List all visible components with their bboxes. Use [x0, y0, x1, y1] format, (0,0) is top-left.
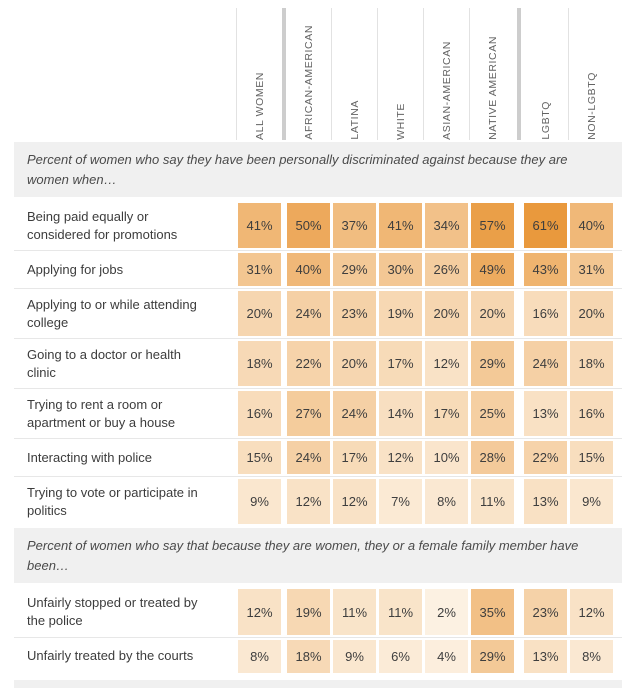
section-header-bar: Percent of women who say they have been personally discriminated against because they are women when…: [14, 142, 622, 197]
heat-cell: 17%: [333, 441, 376, 474]
section-header-bar-partial: [14, 680, 622, 688]
heat-cell: 24%: [287, 291, 330, 336]
column-header-row: [14, 0, 622, 140]
table-row: [14, 438, 622, 476]
heat-cell: 15%: [570, 441, 613, 474]
column-header: [333, 0, 376, 140]
column-header: [524, 0, 567, 140]
heat-cell: 18%: [570, 341, 613, 386]
heat-cell: 9%: [570, 479, 613, 524]
heat-cell: 20%: [570, 291, 613, 336]
column-header-label: AFRICAN-AMERICAN: [302, 25, 315, 140]
heat-cell: 20%: [471, 291, 514, 336]
heat-cell: 37%: [333, 203, 376, 248]
heat-cell: 57%: [471, 203, 514, 248]
heat-cell: 20%: [333, 341, 376, 386]
heat-cell: 34%: [425, 203, 468, 248]
section-header-bar: Percent of women who say that because they are women, they or a female family member have been…: [14, 528, 622, 583]
heat-cell: 24%: [333, 391, 376, 436]
heat-cell: 12%: [379, 441, 422, 474]
heat-cell: 11%: [333, 589, 376, 634]
heat-cell: 29%: [333, 253, 376, 286]
heat-cell: 41%: [238, 203, 281, 248]
table-row: [14, 201, 622, 250]
table-row: [14, 587, 622, 636]
heat-cell: 20%: [238, 291, 281, 336]
column-header: [570, 0, 613, 140]
heat-cell: 9%: [333, 640, 376, 673]
heat-cell: 16%: [524, 291, 567, 336]
row-label: Unfairly stopped or treated by the police: [27, 595, 198, 629]
heat-cell: 29%: [471, 640, 514, 673]
heat-cell: 18%: [287, 640, 330, 673]
heat-cell: 16%: [570, 391, 613, 436]
heat-cell: 23%: [524, 589, 567, 634]
heat-cell: 28%: [471, 441, 514, 474]
header-label-spacer: [14, 0, 235, 140]
heat-cell: 18%: [238, 341, 281, 386]
heat-cell: 22%: [287, 341, 330, 386]
heat-cell: 31%: [238, 253, 281, 286]
heat-cell: 15%: [238, 441, 281, 474]
column-header: [425, 0, 468, 140]
heat-cell: 61%: [524, 203, 567, 248]
row-label: Going to a doctor or health clinic: [27, 347, 181, 380]
column-header-label: NATIVE AMERICAN: [486, 36, 499, 140]
heat-cell: 30%: [379, 253, 422, 286]
heat-cell: 14%: [379, 391, 422, 436]
heat-cell: 35%: [471, 589, 514, 634]
table-row: [14, 388, 622, 438]
heat-cell: 29%: [471, 341, 514, 386]
heat-cell: 2%: [425, 589, 468, 634]
heat-cell: 24%: [287, 441, 330, 474]
heat-cell: 10%: [425, 441, 468, 474]
column-header-label: LGBTQ: [539, 101, 552, 140]
heat-cell: 17%: [425, 391, 468, 436]
heat-cell: 23%: [333, 291, 376, 336]
heat-cell: 9%: [238, 479, 281, 524]
table-row: [14, 476, 622, 526]
heat-cell: 20%: [425, 291, 468, 336]
table-row: [14, 338, 622, 388]
heat-cell: 12%: [238, 589, 281, 634]
row-label: Applying for jobs: [27, 261, 124, 277]
heat-cell: 11%: [471, 479, 514, 524]
heat-cell: 8%: [425, 479, 468, 524]
heat-cell: 12%: [287, 479, 330, 524]
heat-cell: 22%: [524, 441, 567, 474]
heat-cell: 13%: [524, 479, 567, 524]
row-label: Unfairly treated by the courts: [27, 648, 194, 664]
table-row: [14, 288, 622, 338]
heat-cell: 17%: [379, 341, 422, 386]
column-header-label: ALL WOMEN: [253, 71, 266, 140]
heat-cell: 4%: [425, 640, 468, 673]
row-label: Being paid equally or considered for promotions: [27, 209, 178, 242]
heat-cell: 50%: [287, 203, 330, 248]
heat-cell: 26%: [425, 253, 468, 286]
heat-table: [14, 0, 622, 688]
column-header-label: WHITE: [394, 103, 407, 140]
heat-cell: 43%: [524, 253, 567, 286]
row-label: Applying to or while attending college: [27, 297, 197, 330]
heat-cell: 27%: [287, 391, 330, 436]
column-header: [238, 0, 281, 140]
heat-cell: 13%: [524, 640, 567, 673]
heat-cell: 16%: [238, 391, 281, 436]
heat-cell: 11%: [379, 589, 422, 634]
heat-cell: 31%: [570, 253, 613, 286]
heat-cell: 19%: [379, 291, 422, 336]
column-header-label: ASIAN-AMERICAN: [440, 41, 453, 140]
heat-cell: 40%: [570, 203, 613, 248]
heat-cell: 8%: [570, 640, 613, 673]
heat-cell: 7%: [379, 479, 422, 524]
column-header: [379, 0, 422, 140]
column-header-label: NON-LGBTQ: [585, 72, 598, 140]
heat-cell: 19%: [287, 589, 330, 634]
row-label: Trying to rent a room or apartment or buy a house: [27, 397, 176, 430]
row-label: Trying to vote or participate in politics: [27, 485, 198, 518]
heat-cell: 12%: [333, 479, 376, 524]
heat-cell: 24%: [524, 341, 567, 386]
heat-cell: 41%: [379, 203, 422, 248]
column-header-label: LATINA: [348, 100, 361, 140]
column-header: [287, 0, 330, 140]
heat-cell: 12%: [570, 589, 613, 634]
heat-cell: 40%: [287, 253, 330, 286]
row-label: Interacting with police: [27, 450, 153, 466]
heat-cell: 13%: [524, 391, 567, 436]
column-header: [471, 0, 514, 140]
heat-cell: 12%: [425, 341, 468, 386]
table-row: [14, 250, 622, 288]
heat-cell: 25%: [471, 391, 514, 436]
heat-cell: 49%: [471, 253, 514, 286]
heat-cell: 8%: [238, 640, 281, 673]
heat-cell: 6%: [379, 640, 422, 673]
